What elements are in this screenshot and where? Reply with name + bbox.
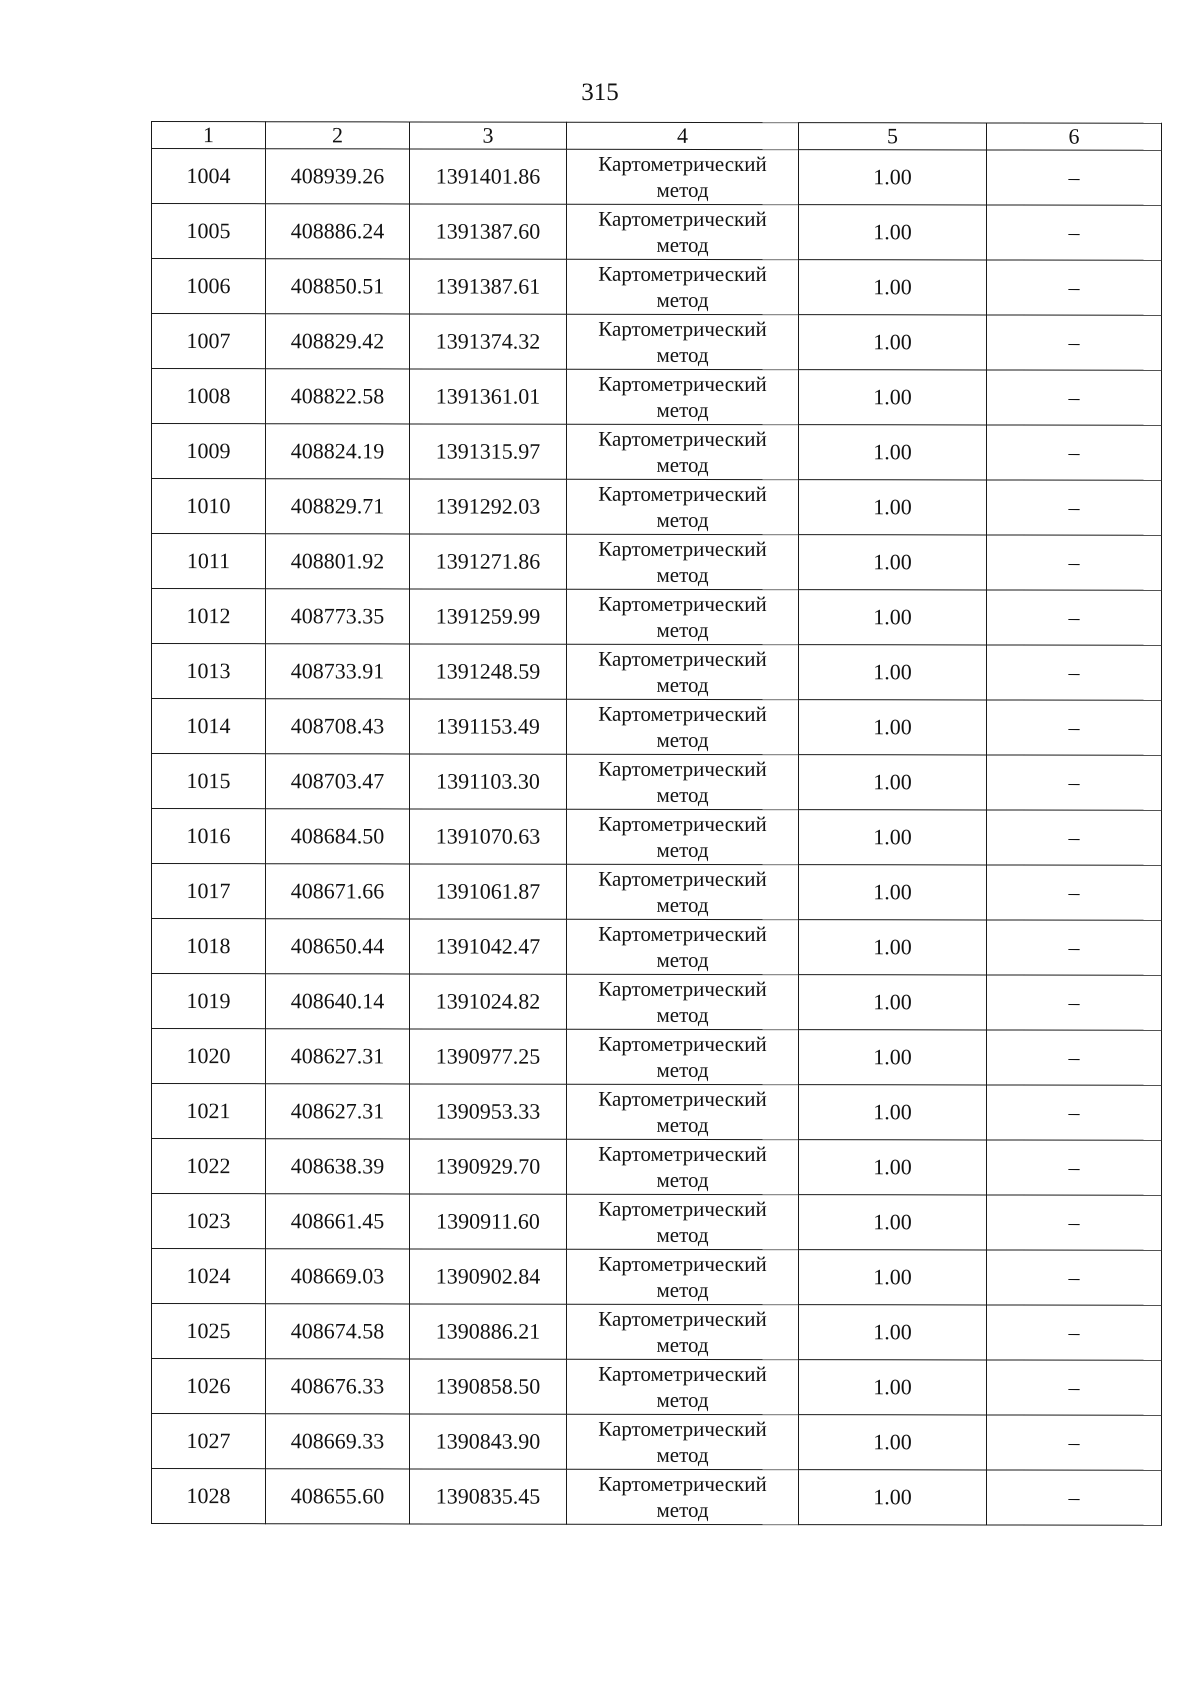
note-cell: –: [987, 425, 1162, 480]
point-number-cell: 1005: [152, 204, 266, 259]
method-cell: [567, 699, 799, 754]
method-line-1: Картометрический: [598, 261, 767, 287]
table-row: [152, 1249, 1162, 1306]
point-number-cell: 1018: [152, 919, 266, 974]
method-line-2: метод: [656, 1332, 709, 1357]
accuracy-cell: 1.00: [799, 1470, 987, 1525]
note-cell: –: [987, 810, 1162, 865]
y-coordinate-cell: 1391387.60: [410, 204, 567, 259]
accuracy-cell: 1.00: [799, 975, 987, 1030]
y-coordinate-cell: 1391401.86: [410, 149, 567, 204]
method-line-2: метод: [656, 617, 709, 642]
x-coordinate-cell: 408669.33: [266, 1414, 410, 1469]
method-line-2: метод: [656, 1112, 709, 1137]
accuracy-cell: 1.00: [799, 150, 987, 205]
method-line-1: Картометрический: [598, 481, 767, 507]
table-row: [152, 1469, 1162, 1526]
method-line-2: метод: [656, 892, 709, 917]
accuracy-cell: 1.00: [799, 1415, 987, 1470]
method-line-2: метод: [656, 1002, 709, 1027]
x-coordinate-cell: 408824.19: [266, 424, 410, 479]
method-cell: [567, 369, 799, 424]
method-line-1: Картометрический: [598, 1086, 767, 1112]
x-coordinate-cell: 408801.92: [266, 534, 410, 589]
point-number-cell: 1013: [152, 644, 266, 699]
table-row: [152, 204, 1162, 261]
point-number-cell: 1016: [152, 809, 266, 864]
method-cell: [567, 1249, 799, 1304]
table-row: [152, 589, 1162, 646]
table-row: [152, 699, 1162, 756]
y-coordinate-cell: 1390835.45: [410, 1469, 567, 1524]
column-header: 4: [567, 122, 799, 149]
accuracy-cell: 1.00: [799, 1140, 987, 1195]
method-line-2: метод: [656, 947, 709, 972]
accuracy-cell: 1.00: [799, 1360, 987, 1415]
method-cell: [567, 1139, 799, 1194]
method-line-1: Картометрический: [598, 536, 767, 562]
table-header-row: [152, 122, 1162, 151]
table-row: [152, 369, 1162, 426]
method-line-1: Картометрический: [598, 646, 767, 672]
method-line-2: метод: [656, 1167, 709, 1192]
accuracy-cell: 1.00: [799, 205, 987, 260]
method-line-2: метод: [656, 342, 709, 367]
y-coordinate-cell: 1390902.84: [410, 1249, 567, 1304]
method-cell: [567, 204, 799, 259]
method-line-2: метод: [656, 177, 709, 202]
method-line-1: Картометрический: [598, 976, 767, 1002]
note-cell: –: [987, 260, 1162, 315]
table-row: [152, 1084, 1162, 1141]
method-line-1: Картометрический: [598, 1361, 767, 1387]
point-number-cell: 1021: [152, 1084, 266, 1139]
method-cell: [567, 644, 799, 699]
method-line-1: Картометрический: [598, 811, 767, 837]
method-line-2: метод: [656, 1277, 709, 1302]
method-line-2: метод: [656, 837, 709, 862]
y-coordinate-cell: 1390929.70: [410, 1139, 567, 1194]
y-coordinate-cell: 1390858.50: [410, 1359, 567, 1414]
method-cell: [567, 1194, 799, 1249]
x-coordinate-cell: 408886.24: [266, 204, 410, 259]
table-row: [152, 479, 1162, 536]
note-cell: –: [987, 1470, 1162, 1525]
note-cell: –: [987, 1250, 1162, 1305]
x-coordinate-cell: 408850.51: [266, 259, 410, 314]
method-line-1: Картометрический: [598, 1471, 767, 1497]
method-cell: [567, 864, 799, 919]
x-coordinate-cell: 408674.58: [266, 1304, 410, 1359]
x-coordinate-cell: 408708.43: [266, 699, 410, 754]
note-cell: –: [987, 480, 1162, 535]
accuracy-cell: 1.00: [799, 865, 987, 920]
page-number: 315: [581, 79, 619, 106]
y-coordinate-cell: 1391374.32: [410, 314, 567, 369]
accuracy-cell: 1.00: [799, 315, 987, 370]
accuracy-cell: 1.00: [799, 645, 987, 700]
table-row: [152, 919, 1162, 976]
point-number-cell: 1028: [152, 1469, 266, 1524]
method-cell: [567, 534, 799, 589]
accuracy-cell: 1.00: [799, 480, 987, 535]
table-row: [152, 1194, 1162, 1251]
x-coordinate-cell: 408638.39: [266, 1139, 410, 1194]
point-number-cell: 1008: [152, 369, 266, 424]
table-body: [152, 122, 1162, 1526]
method-cell: [567, 809, 799, 864]
x-coordinate-cell: 408627.31: [266, 1084, 410, 1139]
method-line-2: метод: [656, 782, 709, 807]
note-cell: –: [987, 645, 1162, 700]
x-coordinate-cell: 408733.91: [266, 644, 410, 699]
note-cell: –: [987, 370, 1162, 425]
table-row: [152, 754, 1162, 811]
method-cell: [567, 479, 799, 534]
x-coordinate-cell: 408650.44: [266, 919, 410, 974]
note-cell: –: [987, 150, 1162, 205]
method-line-1: Картометрический: [598, 151, 767, 177]
y-coordinate-cell: 1391315.97: [410, 424, 567, 479]
method-line-2: метод: [656, 1222, 709, 1247]
accuracy-cell: 1.00: [799, 1085, 987, 1140]
coordinates-table: [151, 121, 1162, 1526]
point-number-cell: 1020: [152, 1029, 266, 1084]
x-coordinate-cell: 408661.45: [266, 1194, 410, 1249]
y-coordinate-cell: 1391153.49: [410, 699, 567, 754]
column-header: 6: [987, 123, 1162, 150]
y-coordinate-cell: 1391042.47: [410, 919, 567, 974]
x-coordinate-cell: 408655.60: [266, 1469, 410, 1524]
point-number-cell: 1014: [152, 699, 266, 754]
note-cell: –: [987, 920, 1162, 975]
method-line-1: Картометрический: [598, 1251, 767, 1277]
method-cell: [567, 919, 799, 974]
accuracy-cell: 1.00: [799, 1250, 987, 1305]
x-coordinate-cell: 408829.71: [266, 479, 410, 534]
method-line-1: Картометрический: [598, 866, 767, 892]
method-cell: [567, 1414, 799, 1469]
y-coordinate-cell: 1391248.59: [410, 644, 567, 699]
table-row: [152, 809, 1162, 866]
note-cell: –: [987, 590, 1162, 645]
accuracy-cell: 1.00: [799, 920, 987, 975]
point-number-cell: 1026: [152, 1359, 266, 1414]
column-header: 2: [266, 122, 410, 149]
x-coordinate-cell: 408671.66: [266, 864, 410, 919]
y-coordinate-cell: 1391387.61: [410, 259, 567, 314]
method-line-1: Картометрический: [598, 371, 767, 397]
point-number-cell: 1010: [152, 479, 266, 534]
method-line-1: Картометрический: [598, 701, 767, 727]
table-row: [152, 314, 1162, 371]
method-cell: [567, 974, 799, 1029]
x-coordinate-cell: 408676.33: [266, 1359, 410, 1414]
x-coordinate-cell: 408703.47: [266, 754, 410, 809]
method-line-1: Картометрический: [598, 1141, 767, 1167]
method-line-1: Картометрический: [598, 1031, 767, 1057]
x-coordinate-cell: 408684.50: [266, 809, 410, 864]
method-cell: [567, 589, 799, 644]
y-coordinate-cell: 1391361.01: [410, 369, 567, 424]
x-coordinate-cell: 408939.26: [266, 149, 410, 204]
method-line-1: Картометрический: [598, 316, 767, 342]
y-coordinate-cell: 1390911.60: [410, 1194, 567, 1249]
y-coordinate-cell: 1390886.21: [410, 1304, 567, 1359]
method-line-2: метод: [656, 507, 709, 532]
point-number-cell: 1017: [152, 864, 266, 919]
y-coordinate-cell: 1391070.63: [410, 809, 567, 864]
method-line-1: Картометрический: [598, 426, 767, 452]
method-cell: [567, 1304, 799, 1359]
method-line-1: Картометрический: [598, 1196, 767, 1222]
note-cell: –: [987, 1360, 1162, 1415]
accuracy-cell: 1.00: [799, 535, 987, 590]
accuracy-cell: 1.00: [799, 1195, 987, 1250]
table-row: [152, 1414, 1162, 1471]
method-line-2: метод: [656, 1497, 709, 1522]
point-number-cell: 1027: [152, 1414, 266, 1469]
accuracy-cell: 1.00: [799, 755, 987, 810]
method-cell: [567, 314, 799, 369]
point-number-cell: 1024: [152, 1249, 266, 1304]
method-cell: [567, 1029, 799, 1084]
method-line-1: Картометрический: [598, 921, 767, 947]
method-cell: [567, 754, 799, 809]
accuracy-cell: 1.00: [799, 425, 987, 480]
accuracy-cell: 1.00: [799, 260, 987, 315]
note-cell: –: [987, 1030, 1162, 1085]
point-number-cell: 1012: [152, 589, 266, 644]
point-number-cell: 1022: [152, 1139, 266, 1194]
y-coordinate-cell: 1390843.90: [410, 1414, 567, 1469]
accuracy-cell: 1.00: [799, 590, 987, 645]
note-cell: –: [987, 700, 1162, 755]
note-cell: –: [987, 1415, 1162, 1470]
x-coordinate-cell: 408773.35: [266, 589, 410, 644]
method-line-2: метод: [656, 397, 709, 422]
accuracy-cell: 1.00: [799, 1305, 987, 1360]
note-cell: –: [987, 535, 1162, 590]
method-cell: [567, 1469, 799, 1524]
method-line-2: метод: [656, 1442, 709, 1467]
note-cell: –: [987, 205, 1162, 260]
x-coordinate-cell: 408640.14: [266, 974, 410, 1029]
note-cell: –: [987, 1305, 1162, 1360]
note-cell: –: [987, 1085, 1162, 1140]
column-header: 3: [410, 122, 567, 149]
table-row: [152, 974, 1162, 1031]
table-row: [152, 1029, 1162, 1086]
method-line-1: Картометрический: [598, 206, 767, 232]
point-number-cell: 1007: [152, 314, 266, 369]
method-line-2: метод: [656, 1057, 709, 1082]
method-line-1: Картометрический: [598, 1416, 767, 1442]
table-row: [152, 864, 1162, 921]
y-coordinate-cell: 1391024.82: [410, 974, 567, 1029]
table-row: [152, 149, 1162, 206]
method-line-1: Картометрический: [598, 591, 767, 617]
point-number-cell: 1011: [152, 534, 266, 589]
y-coordinate-cell: 1391271.86: [410, 534, 567, 589]
y-coordinate-cell: 1391103.30: [410, 754, 567, 809]
method-line-2: метод: [656, 452, 709, 477]
method-cell: [567, 424, 799, 479]
note-cell: –: [987, 865, 1162, 920]
method-line-2: метод: [656, 672, 709, 697]
table-row: [152, 1359, 1162, 1416]
accuracy-cell: 1.00: [799, 370, 987, 425]
table-row: [152, 644, 1162, 701]
y-coordinate-cell: 1391259.99: [410, 589, 567, 644]
y-coordinate-cell: 1391292.03: [410, 479, 567, 534]
table-row: [152, 259, 1162, 316]
note-cell: –: [987, 1140, 1162, 1195]
table-row: [152, 1304, 1162, 1361]
table-row: [152, 534, 1162, 591]
method-line-1: Картометрический: [598, 1306, 767, 1332]
method-line-2: метод: [656, 1387, 709, 1412]
method-cell: [567, 1359, 799, 1414]
table-row: [152, 424, 1162, 481]
method-line-2: метод: [656, 727, 709, 752]
method-line-1: Картометрический: [598, 756, 767, 782]
x-coordinate-cell: 408669.03: [266, 1249, 410, 1304]
x-coordinate-cell: 408627.31: [266, 1029, 410, 1084]
note-cell: –: [987, 755, 1162, 810]
y-coordinate-cell: 1390977.25: [410, 1029, 567, 1084]
x-coordinate-cell: 408822.58: [266, 369, 410, 424]
point-number-cell: 1009: [152, 424, 266, 479]
column-header: 5: [799, 123, 987, 150]
method-cell: [567, 259, 799, 314]
point-number-cell: 1006: [152, 259, 266, 314]
accuracy-cell: 1.00: [799, 1030, 987, 1085]
method-cell: [567, 149, 799, 204]
point-number-cell: 1004: [152, 149, 266, 204]
point-number-cell: 1025: [152, 1304, 266, 1359]
y-coordinate-cell: 1391061.87: [410, 864, 567, 919]
method-line-2: метод: [656, 287, 709, 312]
point-number-cell: 1015: [152, 754, 266, 809]
column-header: 1: [152, 122, 266, 149]
accuracy-cell: 1.00: [799, 700, 987, 755]
method-line-2: метод: [656, 562, 709, 587]
table-row: [152, 1139, 1162, 1196]
point-number-cell: 1023: [152, 1194, 266, 1249]
point-number-cell: 1019: [152, 974, 266, 1029]
note-cell: –: [987, 975, 1162, 1030]
method-line-2: метод: [656, 232, 709, 257]
x-coordinate-cell: 408829.42: [266, 314, 410, 369]
accuracy-cell: 1.00: [799, 810, 987, 865]
y-coordinate-cell: 1390953.33: [410, 1084, 567, 1139]
method-cell: [567, 1084, 799, 1139]
note-cell: –: [987, 315, 1162, 370]
note-cell: –: [987, 1195, 1162, 1250]
